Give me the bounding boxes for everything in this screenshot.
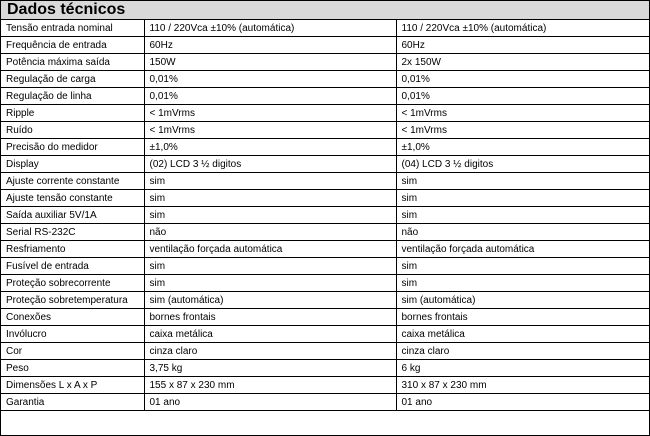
table-row [1,71,649,88]
section-title: Dados técnicos [1,1,649,20]
model-a-value-cell: 3,75 kg [144,360,396,377]
model-b-value-cell: 01 ano [396,394,649,411]
model-b-value-cell: < 1mVrms [396,105,649,122]
model-b-value-cell: ventilação forçada automática [396,241,649,258]
spec-label-cell: Ajuste tensão constante [1,190,144,207]
model-b-value-cell: sim [396,207,649,224]
table-row [1,326,649,343]
spec-label-cell: Precisão do medidor [1,139,144,156]
model-b-value-cell: 6 kg [396,360,649,377]
model-b-value-cell: (04) LCD 3 ½ digitos [396,156,649,173]
model-b-value-cell: 0,01% [396,88,649,105]
model-a-value-cell: sim [144,258,396,275]
model-a-value-cell: cinza claro [144,343,396,360]
model-a-value-cell: 155 x 87 x 230 mm [144,377,396,394]
spec-label-cell: Potência máxima saída [1,54,144,71]
spec-label-cell: Conexões [1,309,144,326]
table-row [1,173,649,190]
spec-label-cell: Invólucro [1,326,144,343]
model-b-value-cell: sim [396,173,649,190]
model-a-value-cell: sim (automática) [144,292,396,309]
table-row [1,122,649,139]
model-a-value-cell: < 1mVrms [144,105,396,122]
table-row [1,309,649,326]
model-a-value-cell: 60Hz [144,37,396,54]
table-row [1,54,649,71]
model-a-value-cell: 0,01% [144,71,396,88]
model-a-value-cell: sim [144,207,396,224]
model-b-value-cell: 110 / 220Vca ±10% (automática) [396,20,649,37]
spec-label-cell: Resfriamento [1,241,144,258]
table-row [1,37,649,54]
table-row [1,190,649,207]
model-a-value-cell: ±1,0% [144,139,396,156]
table-row [1,105,649,122]
spec-table [1,20,649,411]
spec-label-cell: Proteção sobrecorrente [1,275,144,292]
model-b-value-cell: caixa metálica [396,326,649,343]
table-row [1,20,649,37]
model-a-value-cell: sim [144,275,396,292]
model-b-value-cell: não [396,224,649,241]
model-b-value-cell: sim (automática) [396,292,649,309]
model-b-value-cell: sim [396,275,649,292]
spec-label-cell: Garantia [1,394,144,411]
model-a-value-cell: 110 / 220Vca ±10% (automática) [144,20,396,37]
spec-label-cell: Fusível de entrada [1,258,144,275]
spec-label-cell: Ripple [1,105,144,122]
spec-label-cell: Display [1,156,144,173]
spec-label-cell: Peso [1,360,144,377]
model-a-value-cell: 0,01% [144,88,396,105]
table-row [1,224,649,241]
table-row [1,360,649,377]
model-a-value-cell: (02) LCD 3 ½ digitos [144,156,396,173]
spec-label-cell: Regulação de carga [1,71,144,88]
table-row [1,156,649,173]
model-b-value-cell: 0,01% [396,71,649,88]
table-row [1,241,649,258]
spec-label-cell: Cor [1,343,144,360]
spec-label-cell: Dimensões L x A x P [1,377,144,394]
table-row [1,207,649,224]
spec-table-body [1,20,649,411]
model-b-value-cell: cinza claro [396,343,649,360]
spec-label-cell: Regulação de linha [1,88,144,105]
model-a-value-cell: caixa metálica [144,326,396,343]
table-row [1,292,649,309]
spec-label-cell: Ajuste corrente constante [1,173,144,190]
model-b-value-cell: 310 x 87 x 230 mm [396,377,649,394]
spec-label-cell: Saída auxiliar 5V/1A [1,207,144,224]
model-a-value-cell: ventilação forçada automática [144,241,396,258]
table-row [1,88,649,105]
model-a-value-cell: bornes frontais [144,309,396,326]
table-row [1,394,649,411]
table-row [1,139,649,156]
model-a-value-cell: 150W [144,54,396,71]
table-row [1,258,649,275]
spec-label-cell: Tensão entrada nominal [1,20,144,37]
model-b-value-cell: 60Hz [396,37,649,54]
spec-label-cell: Ruído [1,122,144,139]
table-row [1,343,649,360]
model-b-value-cell: sim [396,258,649,275]
table-row [1,275,649,292]
spec-label-cell: Frequência de entrada [1,37,144,54]
model-a-value-cell: < 1mVrms [144,122,396,139]
model-b-value-cell: ±1,0% [396,139,649,156]
spec-label-cell: Proteção sobretemperatura [1,292,144,309]
model-a-value-cell: não [144,224,396,241]
model-b-value-cell: bornes frontais [396,309,649,326]
model-b-value-cell: < 1mVrms [396,122,649,139]
model-a-value-cell: sim [144,190,396,207]
spec-label-cell: Serial RS-232C [1,224,144,241]
model-b-value-cell: 2x 150W [396,54,649,71]
model-b-value-cell: sim [396,190,649,207]
table-row [1,377,649,394]
model-a-value-cell: sim [144,173,396,190]
model-a-value-cell: 01 ano [144,394,396,411]
